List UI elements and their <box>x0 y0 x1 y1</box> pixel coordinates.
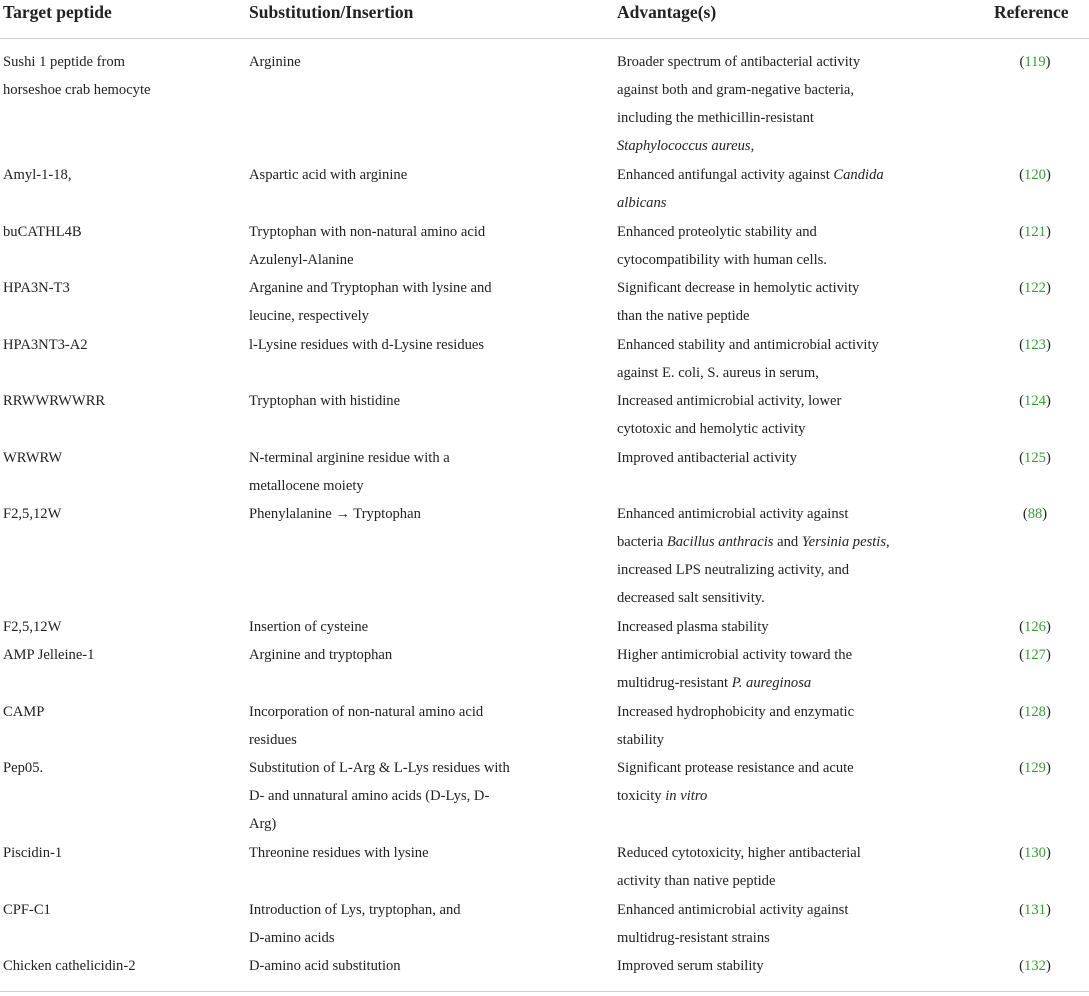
reference-paren-open: ( <box>1019 280 1025 296</box>
advantage-cell-line: Increased plasma stability <box>617 619 769 635</box>
table-row <box>0 387 1089 444</box>
reference-cell <box>1015 218 1055 246</box>
target-peptide-cell-line: Sushi 1 peptide from <box>3 54 126 70</box>
reference-paren-close: ) <box>1042 506 1048 522</box>
substitution-cell <box>249 48 539 76</box>
table-row <box>0 896 1089 953</box>
target-peptide-cell-line: RRWWRWWRR <box>3 393 106 409</box>
reference-link[interactable]: 126 <box>1024 619 1046 635</box>
reference-paren-close: ) <box>1045 901 1051 918</box>
target-peptide-cell <box>3 218 238 246</box>
target-peptide-cell-line: F2,5,12W <box>3 506 62 522</box>
advantage-cell-line: Improved serum stability <box>617 958 764 974</box>
substitution-cell <box>249 613 539 641</box>
substitution-cell-line: Phenylalanine → Tryptophan <box>249 506 421 522</box>
reference-paren-open: ( <box>1019 619 1025 635</box>
reference-link[interactable]: 123 <box>1024 336 1046 353</box>
target-peptide-cell-line: CAMP <box>3 703 45 720</box>
target-peptide-cell-line: Amyl-1-18, <box>3 167 72 183</box>
advantage-cell-line: Reduced cytotoxicity, higher antibacterial <box>617 845 861 861</box>
advantage-cell-line: Significant decrease in hemolytic activity <box>617 280 860 296</box>
header-advantages: Advantage(s) <box>617 2 717 22</box>
advantage-cell-line: Staphylococcus aureus, <box>617 138 755 154</box>
reference-paren-close: ) <box>1045 703 1051 720</box>
substitution-cell <box>249 387 539 415</box>
reference-paren-close: ) <box>1045 760 1051 777</box>
reference-paren-open: ( <box>1019 845 1025 861</box>
table-row <box>0 839 1089 896</box>
reference-paren-open: ( <box>1019 223 1025 240</box>
substitution-cell <box>249 444 539 500</box>
table-row <box>0 500 1089 613</box>
substitution-cell <box>249 641 539 669</box>
table-row <box>0 952 1089 980</box>
advantage-cell-line: albicans <box>617 195 667 211</box>
advantage-cell-line: activity than native peptide <box>617 873 776 889</box>
advantage-cell <box>617 952 917 980</box>
reference-cell <box>1015 896 1055 924</box>
target-peptide-cell-line: Piscidin-1 <box>3 845 63 861</box>
reference-link[interactable]: 88 <box>1027 506 1043 522</box>
advantage-cell-line: decreased salt sensitivity. <box>617 590 765 606</box>
target-peptide-cell <box>3 952 238 980</box>
table-row <box>0 331 1089 388</box>
substitution-cell <box>249 274 539 330</box>
substitution-cell-line: Arginine <box>249 54 301 70</box>
advantage-cell-line: against E. coli, S. aureus in serum, <box>617 364 819 381</box>
advantage-cell <box>617 218 917 274</box>
table-row <box>0 698 1089 755</box>
reference-cell <box>1015 161 1055 189</box>
target-peptide-cell-line: F2,5,12W <box>3 619 62 635</box>
substitution-cell-line: Incorporation of non-natural amino acid <box>249 703 484 720</box>
advantage-cell <box>617 274 917 330</box>
substitution-cell-line: Insertion of cysteine <box>249 619 369 635</box>
advantage-cell-line: Improved antibacterial activity <box>617 449 797 466</box>
advantage-cell <box>617 48 917 160</box>
advantage-cell-line: than the native peptide <box>617 308 750 324</box>
table-row <box>0 274 1089 331</box>
substitution-cell-line: l-Lysine residues with d-Lysine residues <box>249 336 485 353</box>
target-peptide-cell-line: HPA3N-T3 <box>3 280 70 296</box>
reference-cell <box>1015 500 1055 528</box>
table-row <box>0 48 1089 161</box>
reference-paren-open: ( <box>1019 958 1025 974</box>
substitution-cell <box>249 500 539 528</box>
reference-link[interactable]: 125 <box>1024 449 1046 466</box>
target-peptide-cell-line: AMP Jelleine-1 <box>3 647 95 664</box>
substitution-cell-line: Arginine and tryptophan <box>249 647 393 664</box>
target-peptide-cell <box>3 613 238 641</box>
target-peptide-cell <box>3 48 238 104</box>
reference-link[interactable]: 128 <box>1024 703 1046 720</box>
reference-paren-close: ) <box>1045 619 1051 635</box>
advantage-cell <box>617 444 917 472</box>
reference-paren-close: ) <box>1045 167 1051 183</box>
target-peptide-cell <box>3 754 238 782</box>
reference-paren-open: ( <box>1022 506 1028 522</box>
reference-paren-open: ( <box>1019 901 1025 918</box>
target-peptide-cell-line: horseshoe crab hemocyte <box>3 82 151 98</box>
target-peptide-cell-line: buCATHL4B <box>3 223 82 240</box>
advantage-cell-line: against both and gram-negative bacteria, <box>617 82 855 98</box>
table-header <box>0 0 1089 39</box>
reference-paren-close: ) <box>1045 647 1051 664</box>
reference-paren-open: ( <box>1019 647 1025 664</box>
table-row <box>0 754 1089 839</box>
advantage-cell-line: toxicity in vitro <box>617 788 708 805</box>
reference-cell <box>1015 331 1055 359</box>
reference-paren-close: ) <box>1045 336 1051 353</box>
reference-paren-close: ) <box>1045 223 1051 240</box>
advantage-cell-line: Increased hydrophobicity and enzymatic <box>617 703 855 720</box>
substitution-cell-line: leucine, respectively <box>249 308 369 324</box>
reference-link[interactable]: 120 <box>1024 167 1046 183</box>
substitution-cell-line: Threonine residues with lysine <box>249 845 429 861</box>
target-peptide-cell <box>3 444 238 472</box>
substitution-cell <box>249 698 539 754</box>
advantage-cell-line: increased LPS neutralizing activity, and <box>617 562 850 578</box>
reference-cell <box>1015 641 1055 669</box>
reference-paren-open: ( <box>1019 703 1025 720</box>
substitution-cell <box>249 331 539 359</box>
target-peptide-cell <box>3 161 238 189</box>
advantage-cell <box>617 161 917 217</box>
target-peptide-cell <box>3 839 238 867</box>
advantage-cell-line: Enhanced proteolytic stability and <box>617 223 817 240</box>
substitution-cell <box>249 161 539 189</box>
reference-cell <box>1015 754 1055 782</box>
advantage-cell-line: Enhanced stability and antimicrobial activity <box>617 336 879 353</box>
substitution-cell-line: D-amino acid substitution <box>249 958 401 974</box>
substitution-cell <box>249 896 539 952</box>
target-peptide-cell-line: CPF-C1 <box>3 901 51 918</box>
advantage-cell-line: Broader spectrum of antibacterial activity <box>617 54 861 70</box>
advantage-cell <box>617 331 917 387</box>
reference-paren-close: ) <box>1045 54 1051 70</box>
header-substitution: Substitution/Insertion <box>249 2 414 22</box>
advantage-cell <box>617 641 917 697</box>
reference-link[interactable]: 122 <box>1024 280 1046 296</box>
advantage-cell <box>617 613 917 641</box>
advantage-cell-line: Enhanced antifungal activity against Candida <box>617 167 884 183</box>
substitution-cell-line: D-amino acids <box>249 929 335 946</box>
advantage-cell <box>617 839 917 895</box>
reference-paren-close: ) <box>1045 958 1051 974</box>
table-row <box>0 444 1089 501</box>
advantage-cell-line: cytotoxic and hemolytic activity <box>617 421 806 437</box>
advantage-cell-line: stability <box>617 731 665 748</box>
substitution-cell <box>249 218 539 274</box>
reference-cell <box>1015 698 1055 726</box>
advantage-cell <box>617 387 917 443</box>
reference-link[interactable]: 130 <box>1024 845 1046 861</box>
advantage-cell-line: Significant protease resistance and acute <box>617 760 854 777</box>
substitution-cell <box>249 839 539 867</box>
reference-link[interactable]: 124 <box>1024 393 1046 409</box>
substitution-cell-line: Aspartic acid with arginine <box>249 167 408 183</box>
target-peptide-cell <box>3 896 238 924</box>
advantage-cell-line: including the methicillin-resistant <box>617 110 814 126</box>
header-reference: Reference <box>994 2 1069 22</box>
reference-link[interactable]: 127 <box>1024 647 1046 664</box>
advantage-cell <box>617 754 917 810</box>
reference-cell <box>1015 613 1055 641</box>
target-peptide-cell <box>3 698 238 726</box>
reference-cell <box>1015 387 1055 415</box>
advantage-cell-line: bacteria Bacillus anthracis and Yersinia pestis, <box>617 534 890 550</box>
reference-cell <box>1015 274 1055 302</box>
reference-cell <box>1015 952 1055 980</box>
target-peptide-cell <box>3 641 238 669</box>
substitution-cell-line: Tryptophan with histidine <box>249 393 401 409</box>
advantage-cell <box>617 698 917 754</box>
reference-paren-open: ( <box>1019 54 1025 70</box>
substitution-cell-line: D- and unnatural amino acids (D-Lys, D- <box>249 788 490 805</box>
table-bottom-rule <box>0 991 1089 992</box>
advantage-cell <box>617 896 917 952</box>
advantage-cell-line: multidrug-resistant strains <box>617 929 770 946</box>
table-row <box>0 161 1089 218</box>
target-peptide-cell <box>3 331 238 359</box>
reference-link[interactable]: 121 <box>1024 223 1046 240</box>
reference-link[interactable]: 129 <box>1024 760 1046 777</box>
advantage-cell-line: cytocompatibility with human cells. <box>617 251 827 268</box>
substitution-cell-line: Substitution of L-Arg & L-Lys residues with <box>249 760 510 777</box>
substitution-cell-line: Arg) <box>249 816 277 833</box>
table-row <box>0 218 1089 275</box>
reference-paren-open: ( <box>1019 336 1025 353</box>
target-peptide-cell-line: WRWRW <box>3 449 63 466</box>
substitution-cell <box>249 754 539 838</box>
target-peptide-cell <box>3 387 238 415</box>
reference-paren-close: ) <box>1045 845 1051 861</box>
advantage-cell-line: Increased antimicrobial activity, lower <box>617 393 842 409</box>
substitution-cell-line: Tryptophan with non-natural amino acid <box>249 223 486 240</box>
substitution-cell-line: Azulenyl-Alanine <box>249 251 354 268</box>
reference-cell <box>1015 839 1055 867</box>
advantage-cell-line: multidrug-resistant P. aureginosa <box>617 675 812 692</box>
substitution-cell-line: N-terminal arginine residue with a <box>249 449 450 466</box>
reference-paren-open: ( <box>1019 449 1025 466</box>
reference-paren-close: ) <box>1045 280 1051 296</box>
advantage-cell-line: Enhanced antimicrobial activity against <box>617 901 849 918</box>
advantage-cell-line: Higher antimicrobial activity toward the <box>617 647 853 664</box>
substitution-cell-line: Arganine and Tryptophan with lysine and <box>249 280 492 296</box>
target-peptide-cell-line: Pep05. <box>3 760 44 777</box>
reference-paren-open: ( <box>1019 167 1025 183</box>
advantage-cell-line: Enhanced antimicrobial activity against <box>617 506 849 522</box>
reference-link[interactable]: 119 <box>1024 54 1046 70</box>
reference-paren-open: ( <box>1019 393 1025 409</box>
substitution-cell-line: Introduction of Lys, tryptophan, and <box>249 901 461 918</box>
target-peptide-cell-line: HPA3NT3-A2 <box>3 336 88 353</box>
reference-cell <box>1015 444 1055 472</box>
table-row <box>0 641 1089 698</box>
reference-paren-open: ( <box>1019 760 1025 777</box>
reference-paren-close: ) <box>1045 449 1051 466</box>
reference-cell <box>1015 48 1055 76</box>
reference-link[interactable]: 131 <box>1024 901 1046 918</box>
reference-paren-close: ) <box>1045 393 1051 409</box>
reference-link[interactable]: 132 <box>1024 958 1046 974</box>
substitution-cell <box>249 952 539 980</box>
target-peptide-cell <box>3 500 238 528</box>
substitution-cell-line: metallocene moiety <box>249 477 364 494</box>
table-row <box>0 613 1089 641</box>
substitution-cell-line: residues <box>249 731 297 748</box>
advantage-cell <box>617 500 917 612</box>
target-peptide-cell <box>3 274 238 302</box>
header-target-peptide: Target peptide <box>3 2 112 22</box>
target-peptide-cell-line: Chicken cathelicidin-2 <box>3 958 136 974</box>
